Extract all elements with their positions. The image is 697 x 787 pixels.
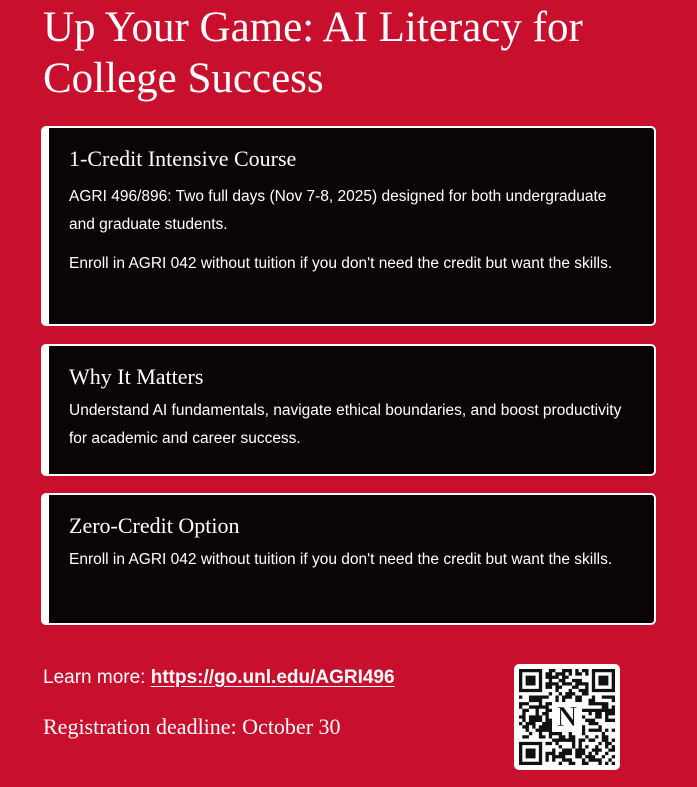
card-heading: 1-Credit Intensive Course <box>69 146 297 171</box>
page-title: Up Your Game: AI Literacy for College Success <box>43 4 583 102</box>
registration-deadline: Registration deadline: October 30 <box>43 714 341 739</box>
registration-link[interactable]: https://go.unl.edu/AGRI496 <box>150 667 395 688</box>
learn-more-line <box>43 664 395 692</box>
learn-more-label: Learn more: <box>43 667 151 688</box>
qr-logo-letter: N <box>556 702 578 733</box>
card-heading: Why It Matters <box>69 364 204 389</box>
qr-code-icon <box>519 669 615 765</box>
card-text: Enroll in AGRI 042 without tuition if you don't need the credit but want the skills. <box>69 551 613 568</box>
card-text: Enroll in AGRI 042 without tuition if you don't need the credit but want the skills. <box>69 255 613 272</box>
card-text: AGRI 496/896: Two full days (Nov 7-8, 2025) designed for both undergraduate and graduate students. <box>69 188 607 233</box>
qr-code[interactable] <box>514 664 620 770</box>
why-it-matters-card <box>41 344 656 476</box>
card-text: Understand AI fundamentals, navigate ethical boundaries, and boost productivity for academic and career success. <box>69 402 622 447</box>
course-info-card <box>41 126 656 326</box>
card-heading: Zero-Credit Option <box>69 513 240 538</box>
zero-credit-card <box>41 493 656 625</box>
